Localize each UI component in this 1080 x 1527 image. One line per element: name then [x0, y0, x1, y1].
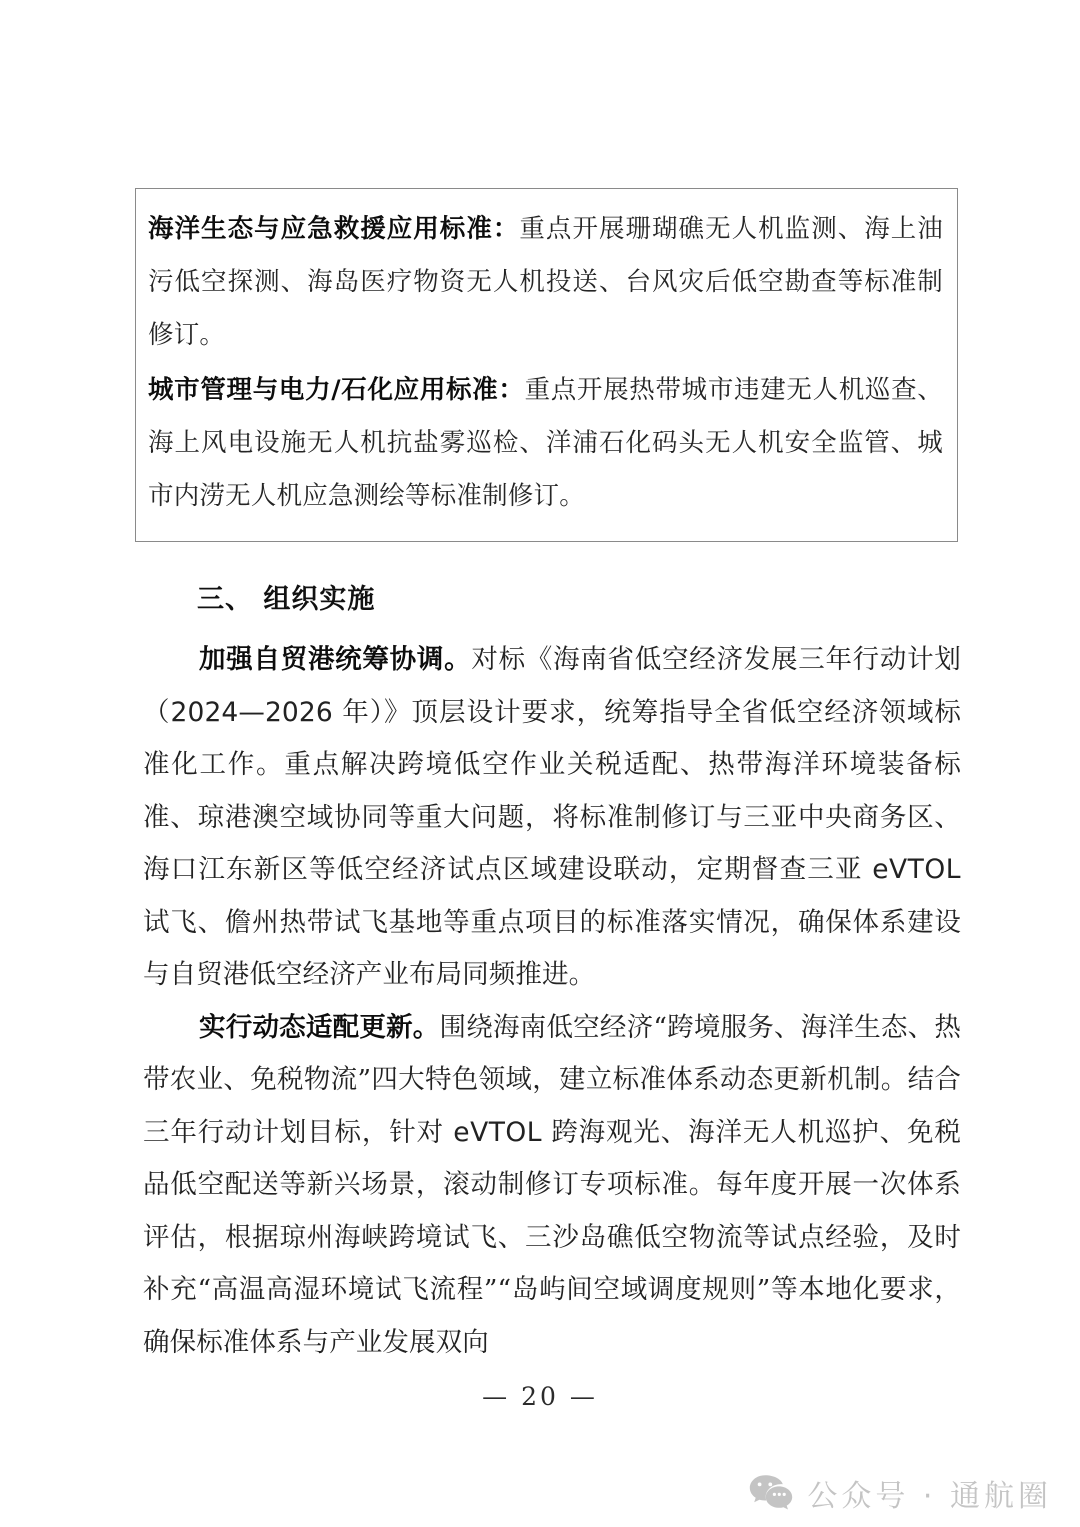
body-years-coordination: 2024—2026 [170, 696, 333, 728]
watermark-text: 公众号 · 通航圈 [807, 1479, 1052, 1514]
wechat-icon [749, 1474, 793, 1512]
callout-text-urban: 重点开展热带城市违建无人机巡查、海上风电设施无人机抗盐雾巡检、洋浦石化码头无人机安全监管、城市内涝无人机应急测绘等标准制修订。 [148, 375, 943, 511]
body-text-block [143, 634, 961, 1369]
body-paragraph-dynamic-update [143, 1002, 961, 1370]
callout-lead-marine: 海洋生态与应急救援应用标准： [148, 214, 520, 244]
body-text-dynamic-1: 围绕海南低空经济“跨境服务、海洋生态、热带农业、免税物流”四大特色领域，建立标准体系动态更新机制。结合三年行动计划目标，针对 [143, 1011, 961, 1148]
body-lead-coordination: 加强自贸港统筹协调。 [199, 644, 472, 675]
body-paragraph-coordination [143, 634, 961, 1002]
callout-paragraph-urban [148, 364, 943, 523]
body-term-evtol-2: eVTOL [453, 1116, 543, 1148]
body-text-coordination-2: 年）》顶层设计要求，统筹指导全省低空经济领域标准化工作。重点解决跨境低空作业关税适配、热带海洋环境装备标准、琼港澳空域协同等重大问题，将标准制修订与三亚中央商务区、海口江东新区等低空经济试点区域建设联动，定期督查三亚 [143, 696, 961, 885]
body-lead-dynamic-update: 实行动态适配更新。 [199, 1011, 440, 1043]
callout-lead-urban: 城市管理与电力/石化应用标准： [148, 375, 525, 405]
page-number: — 20 — [482, 1382, 598, 1411]
callout-paragraph-marine [148, 203, 943, 362]
body-text-coordination-1: 对标《海南省低空经济发展三年行动计划（ [143, 644, 961, 728]
body-term-evtol-1: eVTOL [872, 854, 961, 885]
watermark [749, 1471, 1052, 1515]
callout-box [135, 188, 958, 542]
body-text-coordination-3: 试飞、儋州热带试飞基地等重点项目的标准落实情况，确保体系建设与自贸港低空经济产业布局同频推进。 [143, 906, 961, 990]
callout-text-marine: 重点开展珊瑚礁无人机监测、海上油污低空探测、海岛医疗物资无人机投送、台风灾后低空勘查等标准制修订。 [148, 214, 943, 350]
section-heading: 三、 组织实施 [197, 584, 376, 615]
body-text-dynamic-2: 跨海观光、海洋无人机巡护、免税品低空配送等新兴场景，滚动制修订专项标准。每年度开展一次体系评估，根据琼州海峡跨境试飞、三沙岛礁低空物流等试点经验，及时补充“高温高湿环境试飞流程”“岛屿间空域调度规则”等本地化要求，确保标准体系与产业发展双向 [143, 1116, 961, 1358]
